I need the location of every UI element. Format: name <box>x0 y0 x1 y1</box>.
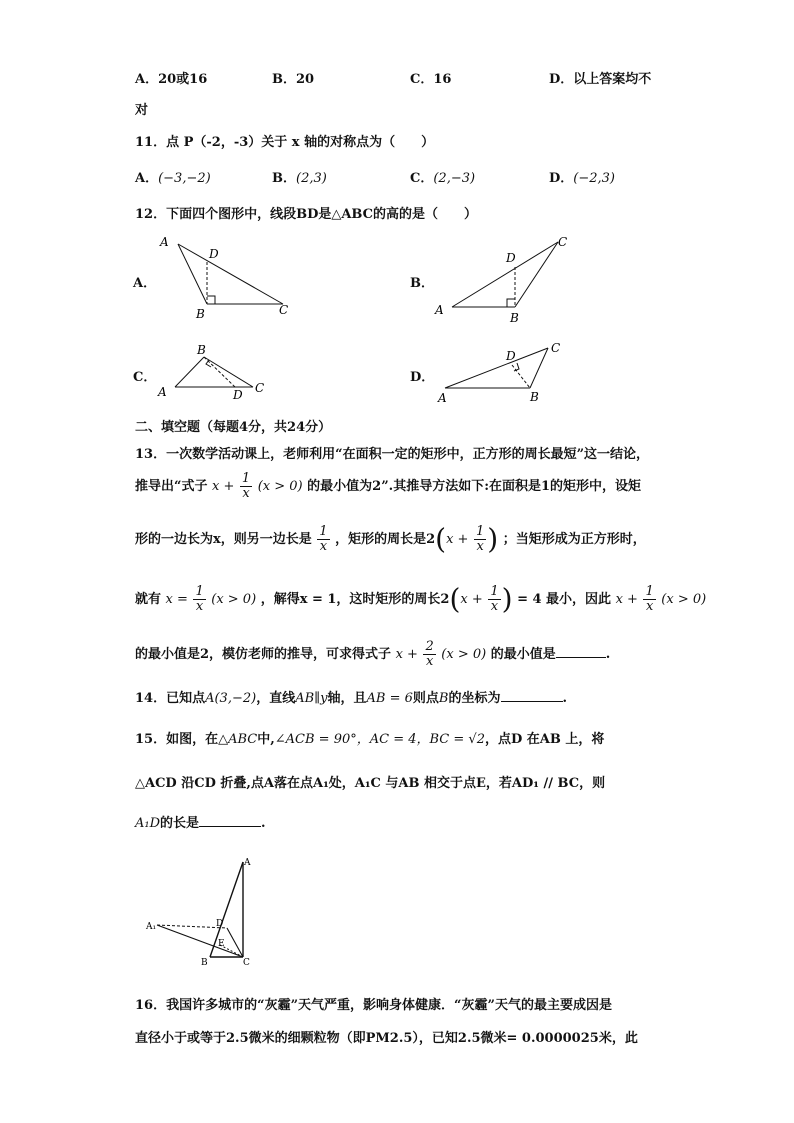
fig-b-label-a: A <box>435 303 444 317</box>
q13-line-1: 13．一次数学活动课上，老师利用“在面积一定的矩形中，正方形的周长最短”这一结论， <box>135 447 650 462</box>
q15-line-3: A₁D的长是 . <box>135 816 266 831</box>
q11-option-a: A．(−3,−2) <box>135 171 211 186</box>
q13-line-2: 推导出“式子 x + $\frac{1}{x}$ (x > 0) 的最小值为2”.其推导方法如下:在面积是1的矩形中，设矩 <box>135 471 642 501</box>
q12-figure-a <box>155 232 300 322</box>
fig-d-label-c: C <box>551 341 561 355</box>
fig-b-label-d: D <box>506 251 516 265</box>
q15-line-1: 15．如图，在△ABC中,∠ACB = 90°，AC = 4，BC = √2，点D 在AB 上，将 <box>135 732 605 747</box>
q10-option-b: B．20 <box>272 72 315 87</box>
q15-line-2: △ACD 沿CD 折叠,点A落在点A₁处，A₁C 与AB 相交于点E，若AD₁ // BC，则 <box>135 776 606 791</box>
q10-option-a: A．20或16 <box>135 72 208 87</box>
fig-a-label-d: D <box>209 247 219 261</box>
section-title-fill-in: 二、填空题（每题4分，共24分） <box>135 420 332 435</box>
q14-stem: 14．已知点A(3,−2)，直线AB∥y轴，且AB = 6则点B的坐标为 . <box>135 691 568 706</box>
q13-line-3: 形的一边长为x，则另一边长是 $\frac{1}{x}$ ，矩形的周长是2(x + $\frac{1}{x}$ ) ；当矩形成为正方形时， <box>135 522 646 556</box>
q15-label-e: E <box>218 939 225 949</box>
fig-d-label-a: A <box>438 391 447 405</box>
q13-line-4: 就有 x = $\frac{1}{x}$ (x > 0) ，解得x = 1，这时矩形的周长2(x + $\frac{1}{x}$ ) = 4 最小，因此 x + $\frac{1}{x}$ (x > 0) <box>135 582 707 616</box>
fig-c-label-b: B <box>197 343 206 357</box>
q15-figure <box>140 855 260 970</box>
q11-option-c: C．(2,−3) <box>410 171 476 186</box>
q16-line-2: 直径小于或等于2.5微米的细颗粒物（即PM2.5），已知2.5微米= 0.0000025米，此 <box>135 1031 638 1046</box>
q16-line-1: 16．我国许多城市的“灰霾”天气严重，影响身体健康．“灰霾”天气的最主要成因是 <box>135 998 613 1013</box>
q10-option-c: C．16 <box>410 72 452 87</box>
fig-b-label-b: B <box>510 311 519 324</box>
q13-line-5: 的最小值是2，模仿老师的推导，可求得式子 x + $\frac{2}{x}$ (x > 0) 的最小值是 . <box>135 639 611 669</box>
q15-label-a1: A₁ <box>146 922 157 932</box>
q12-stem: 12．下面四个图形中，线段BD是△ABC的高的是（ ） <box>135 207 478 222</box>
q15-label-b: B <box>201 958 208 968</box>
fig-a-label-a: A <box>160 235 169 249</box>
q13-answer-blank[interactable] <box>556 657 606 658</box>
q11-option-d: D．(−2,3) <box>549 171 615 186</box>
q15-answer-blank[interactable] <box>199 826 261 827</box>
q11-option-b: B．(2,3) <box>272 171 327 186</box>
q12-option-c: C． <box>133 370 157 385</box>
fig-c-label-a: A <box>158 385 167 399</box>
q12-option-b: B． <box>410 276 434 291</box>
q12-option-d: D． <box>410 370 435 385</box>
fig-d-label-d: D <box>506 349 516 363</box>
q12-figure-d <box>430 338 575 406</box>
q15-label-d: D <box>216 919 224 929</box>
fig-b-label-c: C <box>558 235 568 249</box>
q10-option-d-wrap: 对 <box>135 103 149 118</box>
q12-figure-b <box>430 232 580 324</box>
fig-d-label-b: B <box>530 390 539 404</box>
q10-option-d: D．以上答案均不 <box>549 72 652 87</box>
q14-answer-blank[interactable] <box>501 701 563 702</box>
q12-option-a: A． <box>133 276 157 291</box>
fig-a-label-b: B <box>196 307 205 321</box>
q12-figure-c <box>155 340 280 402</box>
fig-a-label-c: C <box>279 303 289 317</box>
q15-label-c: C <box>243 958 250 968</box>
fig-c-label-d: D <box>233 388 243 402</box>
q15-label-a: A <box>244 858 251 868</box>
fig-c-label-c: C <box>255 381 265 395</box>
q11-stem: 11．点 P（-2，-3）关于 x 轴的对称点为（ ） <box>135 135 435 150</box>
